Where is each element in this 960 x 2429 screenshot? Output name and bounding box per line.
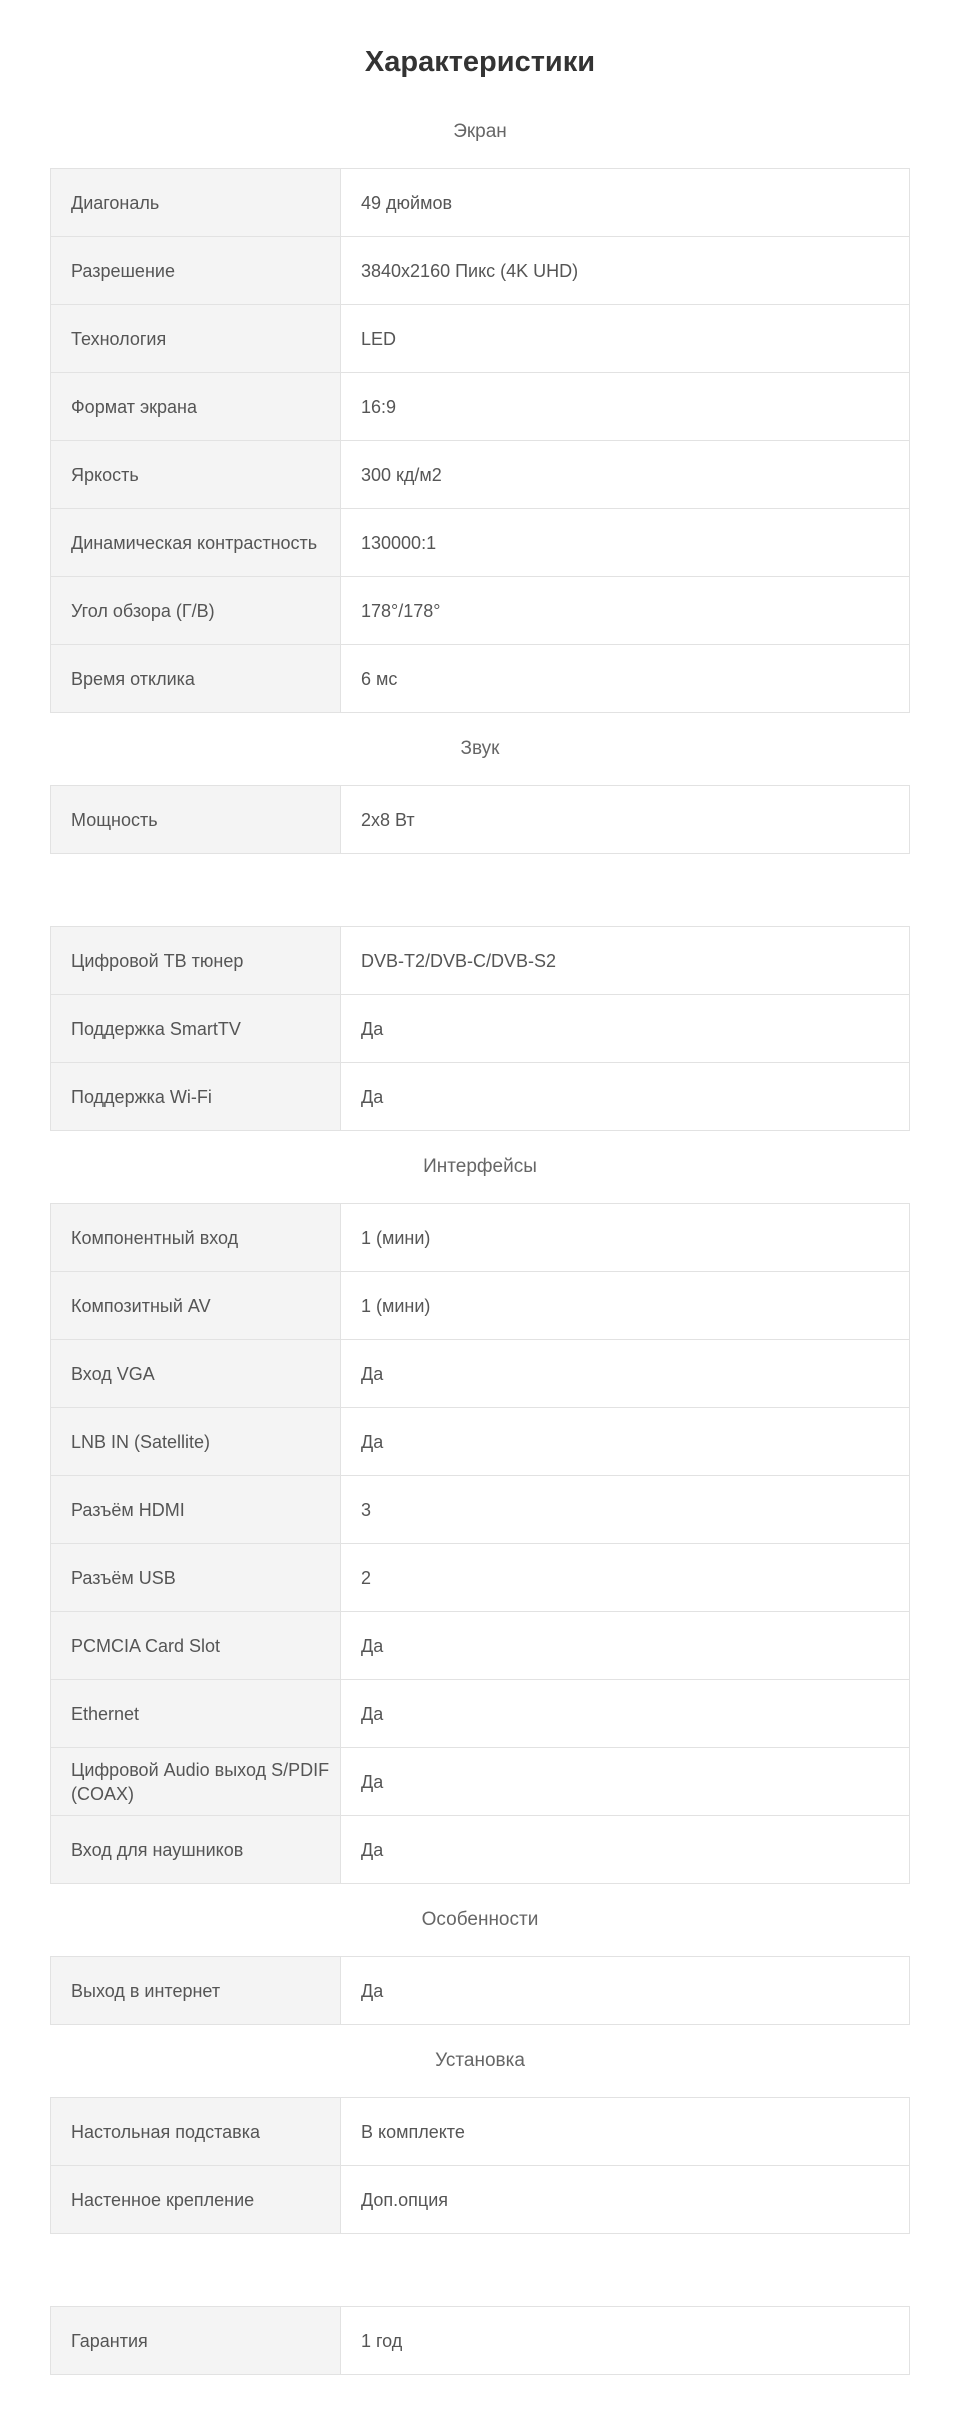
section-title: [0, 874, 960, 906]
spec-value: Да: [341, 1340, 910, 1408]
spec-row: [51, 1204, 910, 1272]
spec-label: Технология: [51, 305, 341, 373]
spec-label: Компонентный вход: [51, 1204, 341, 1272]
spec-value: 49 дюймов: [341, 169, 910, 237]
spec-value: 3840x2160 Пикс (4K UHD): [341, 237, 910, 305]
section-title: Установка: [435, 2050, 525, 2071]
spec-row: [51, 2307, 910, 2375]
spec-label: Разрешение: [51, 237, 341, 305]
spec-row: [51, 1680, 910, 1748]
spec-label: Гарантия: [51, 2307, 341, 2375]
spec-label: Поддержка SmartTV: [51, 995, 341, 1063]
spec-value: Да: [341, 1957, 910, 2025]
spec-value: 3: [341, 1476, 910, 1544]
spec-value: Да: [341, 995, 910, 1063]
spec-value: 1 (мини): [341, 1204, 910, 1272]
spec-row: [51, 2166, 910, 2234]
spec-label: Угол обзора (Г/В): [51, 577, 341, 645]
spec-value: DVB-T2/DVB-C/DVB-S2: [341, 927, 910, 995]
spec-row: [51, 577, 910, 645]
spec-row: [51, 169, 910, 237]
spec-label: Цифровой ТВ тюнер: [51, 927, 341, 995]
section-title: [0, 2254, 960, 2286]
spec-row: [51, 1612, 910, 1680]
section-title: Особенности: [421, 1909, 539, 1930]
spec-value: Да: [341, 1612, 910, 1680]
spec-value: 1 год: [341, 2307, 910, 2375]
spec-value: Да: [341, 1816, 910, 1884]
spec-value: Да: [341, 1748, 910, 1816]
spec-label: Цифровой Audio выход S/PDIF (COAX): [51, 1748, 341, 1816]
spec-label: Настольная подставка: [51, 2098, 341, 2166]
spec-label: Разъём USB: [51, 1544, 341, 1612]
spec-value: Да: [341, 1408, 910, 1476]
spec-row: [51, 2098, 910, 2166]
spec-row: [51, 995, 910, 1063]
spec-table: [50, 1203, 910, 1884]
spec-value: 130000:1: [341, 509, 910, 577]
spec-row: [51, 1816, 910, 1884]
spec-table: [50, 926, 910, 1131]
spec-label: Вход для наушников: [51, 1816, 341, 1884]
spec-row: [51, 441, 910, 509]
spec-value: Да: [341, 1680, 910, 1748]
spec-label: Мощность: [51, 786, 341, 854]
spec-table: [50, 168, 910, 713]
page-title: Характеристики: [364, 46, 596, 78]
spec-label: Композитный AV: [51, 1272, 341, 1340]
spec-row: [51, 1408, 910, 1476]
spec-label: Выход в интернет: [51, 1957, 341, 2025]
spec-label: Вход VGA: [51, 1340, 341, 1408]
spec-row: [51, 1476, 910, 1544]
spec-row: [51, 645, 910, 713]
spec-row: [51, 237, 910, 305]
spec-row: [51, 373, 910, 441]
spec-label: Диагональ: [51, 169, 341, 237]
spec-row: [51, 509, 910, 577]
spec-label: PCMCIA Card Slot: [51, 1612, 341, 1680]
spec-row: [51, 786, 910, 854]
spec-value: Да: [341, 1063, 910, 1131]
spec-value: 300 кд/м2: [341, 441, 910, 509]
spec-value: В комплекте: [341, 2098, 910, 2166]
spec-value: 2x8 Вт: [341, 786, 910, 854]
spec-value: 6 мс: [341, 645, 910, 713]
spec-label: Настенное крепление: [51, 2166, 341, 2234]
section-title: Звук: [460, 738, 500, 759]
spec-table: [50, 2306, 910, 2375]
spec-value: 16:9: [341, 373, 910, 441]
spec-label: Ethernet: [51, 1680, 341, 1748]
spec-label: Время отклика: [51, 645, 341, 713]
spec-table: [50, 2097, 910, 2234]
spec-row: [51, 927, 910, 995]
section-title: Экран: [453, 121, 507, 142]
spec-value: 2: [341, 1544, 910, 1612]
spec-row: [51, 1748, 910, 1816]
spec-value: 1 (мини): [341, 1272, 910, 1340]
spec-value: Доп.опция: [341, 2166, 910, 2234]
spec-row: [51, 305, 910, 373]
spec-label: Динамическая контрастность: [51, 509, 341, 577]
spec-sections: [0, 116, 960, 2375]
spec-label: LNB IN (Satellite): [51, 1408, 341, 1476]
spec-label: Разъём HDMI: [51, 1476, 341, 1544]
spec-label: Поддержка Wi-Fi: [51, 1063, 341, 1131]
spec-table: [50, 785, 910, 854]
spec-row: [51, 1544, 910, 1612]
spec-label: Яркость: [51, 441, 341, 509]
section-title: Интерфейсы: [423, 1156, 537, 1177]
spec-table: [50, 1956, 910, 2025]
spec-row: [51, 1340, 910, 1408]
spec-row: [51, 1063, 910, 1131]
spec-value: LED: [341, 305, 910, 373]
spec-label: Формат экрана: [51, 373, 341, 441]
spec-value: 178°/178°: [341, 577, 910, 645]
spec-row: [51, 1957, 910, 2025]
spec-row: [51, 1272, 910, 1340]
